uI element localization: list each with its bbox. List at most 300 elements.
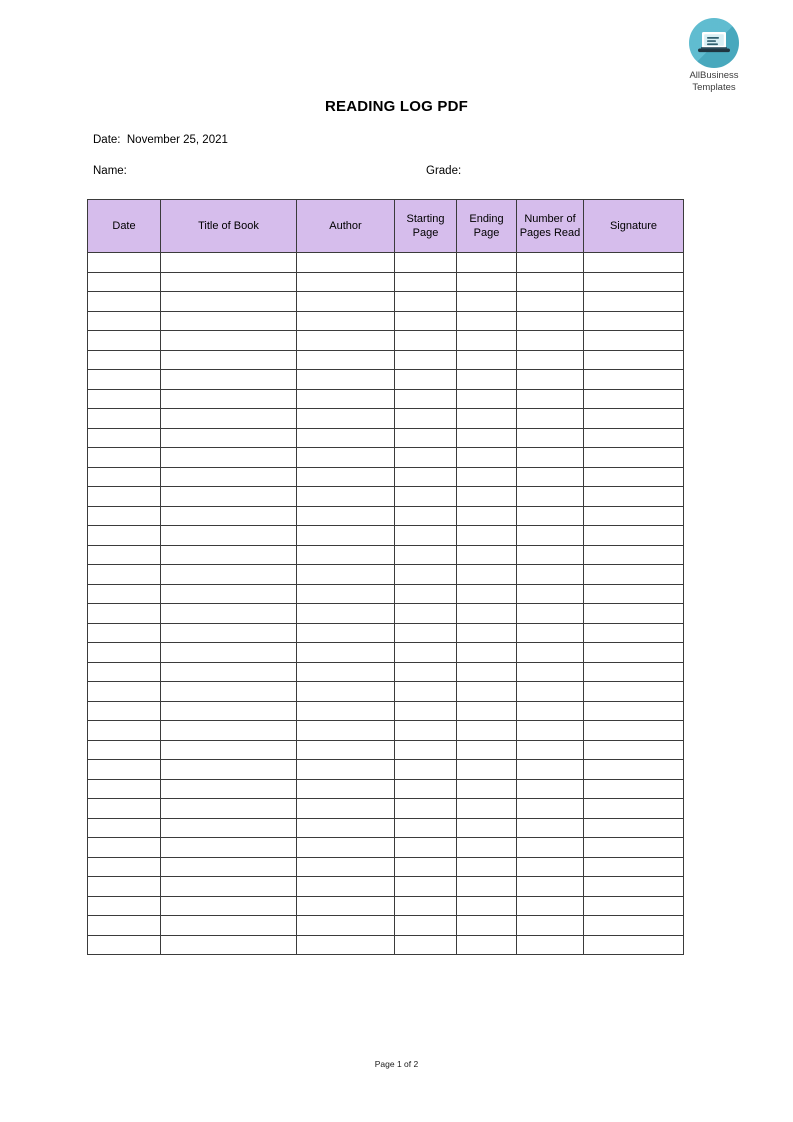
cell-date[interactable]: [88, 760, 161, 780]
table-body: [88, 253, 684, 955]
table-row: [88, 779, 684, 799]
logo-text-line2: Templates: [692, 81, 736, 93]
table-row: [88, 760, 684, 780]
table-row: [88, 857, 684, 877]
cell-title[interactable]: [161, 331, 297, 351]
cell-title[interactable]: [161, 779, 297, 799]
column-header-ending-page: Ending Page: [457, 200, 517, 253]
cell-date[interactable]: [88, 643, 161, 663]
cell-title[interactable]: [161, 428, 297, 448]
cell-author[interactable]: [297, 448, 395, 468]
cell-starting-page[interactable]: [395, 701, 457, 721]
cell-signature[interactable]: [584, 487, 684, 507]
cell-signature[interactable]: [584, 467, 684, 487]
cell-author[interactable]: [297, 526, 395, 546]
cell-ending-page[interactable]: [457, 370, 517, 390]
cell-date[interactable]: [88, 623, 161, 643]
cell-starting-page[interactable]: [395, 643, 457, 663]
logo-text-line1: AllBusiness: [689, 70, 739, 81]
cell-ending-page[interactable]: [457, 877, 517, 897]
cell-date[interactable]: [88, 604, 161, 624]
cell-title[interactable]: [161, 389, 297, 409]
cell-ending-page[interactable]: [457, 272, 517, 292]
table-row: [88, 389, 684, 409]
cell-author[interactable]: [297, 545, 395, 565]
cell-signature[interactable]: [584, 428, 684, 448]
cell-ending-page[interactable]: [457, 682, 517, 702]
cell-author[interactable]: [297, 584, 395, 604]
cell-title[interactable]: [161, 584, 297, 604]
cell-starting-page[interactable]: [395, 799, 457, 819]
cell-pages-read[interactable]: [517, 857, 584, 877]
table-row: [88, 409, 684, 429]
cell-ending-page[interactable]: [457, 350, 517, 370]
cell-pages-read[interactable]: [517, 701, 584, 721]
cell-author[interactable]: [297, 350, 395, 370]
cell-author[interactable]: [297, 721, 395, 741]
cell-pages-read[interactable]: [517, 292, 584, 312]
cell-ending-page[interactable]: [457, 331, 517, 351]
cell-title[interactable]: [161, 838, 297, 858]
table-row: [88, 623, 684, 643]
cell-author[interactable]: [297, 292, 395, 312]
cell-title[interactable]: [161, 935, 297, 955]
cell-title[interactable]: [161, 467, 297, 487]
cell-pages-read[interactable]: [517, 350, 584, 370]
cell-starting-page[interactable]: [395, 760, 457, 780]
cell-author[interactable]: [297, 877, 395, 897]
cell-starting-page[interactable]: [395, 331, 457, 351]
cell-pages-read[interactable]: [517, 838, 584, 858]
cell-ending-page[interactable]: [457, 838, 517, 858]
cell-date[interactable]: [88, 545, 161, 565]
cell-pages-read[interactable]: [517, 760, 584, 780]
cell-starting-page[interactable]: [395, 896, 457, 916]
table-row: [88, 740, 684, 760]
cell-date[interactable]: [88, 818, 161, 838]
cell-starting-page[interactable]: [395, 935, 457, 955]
cell-pages-read[interactable]: [517, 740, 584, 760]
cell-author[interactable]: [297, 253, 395, 273]
allbusiness-templates-logo: [672, 18, 756, 93]
grade-field: Grade:: [426, 165, 462, 177]
cell-date[interactable]: [88, 331, 161, 351]
cell-starting-page[interactable]: [395, 526, 457, 546]
cell-title[interactable]: [161, 350, 297, 370]
cell-date[interactable]: [88, 311, 161, 331]
cell-signature[interactable]: [584, 506, 684, 526]
cell-title[interactable]: [161, 311, 297, 331]
cell-pages-read[interactable]: [517, 253, 584, 273]
cell-date[interactable]: [88, 467, 161, 487]
cell-author[interactable]: [297, 370, 395, 390]
cell-date[interactable]: [88, 682, 161, 702]
cell-ending-page[interactable]: [457, 662, 517, 682]
cell-author[interactable]: [297, 857, 395, 877]
cell-pages-read[interactable]: [517, 916, 584, 936]
cell-author[interactable]: [297, 916, 395, 936]
cell-signature[interactable]: [584, 311, 684, 331]
table-row: [88, 545, 684, 565]
cell-title[interactable]: [161, 857, 297, 877]
table-row: [88, 350, 684, 370]
table-row: [88, 896, 684, 916]
table-row: [88, 916, 684, 936]
cell-date[interactable]: [88, 565, 161, 585]
cell-starting-page[interactable]: [395, 428, 457, 448]
cell-pages-read[interactable]: [517, 409, 584, 429]
name-field: Name:: [93, 165, 127, 177]
cell-signature[interactable]: [584, 721, 684, 741]
cell-signature[interactable]: [584, 565, 684, 585]
cell-ending-page[interactable]: [457, 389, 517, 409]
cell-ending-page[interactable]: [457, 721, 517, 741]
cell-ending-page[interactable]: [457, 526, 517, 546]
cell-date[interactable]: [88, 721, 161, 741]
table-row: [88, 818, 684, 838]
cell-starting-page[interactable]: [395, 292, 457, 312]
cell-signature[interactable]: [584, 526, 684, 546]
cell-ending-page[interactable]: [457, 292, 517, 312]
cell-author[interactable]: [297, 506, 395, 526]
cell-pages-read[interactable]: [517, 565, 584, 585]
cell-author[interactable]: [297, 682, 395, 702]
cell-signature[interactable]: [584, 701, 684, 721]
table-row: [88, 662, 684, 682]
cell-signature[interactable]: [584, 643, 684, 663]
cell-author[interactable]: [297, 311, 395, 331]
cell-ending-page[interactable]: [457, 779, 517, 799]
cell-date[interactable]: [88, 896, 161, 916]
cell-author[interactable]: [297, 818, 395, 838]
cell-date[interactable]: [88, 662, 161, 682]
cell-title[interactable]: [161, 370, 297, 390]
cell-signature[interactable]: [584, 818, 684, 838]
cell-pages-read[interactable]: [517, 311, 584, 331]
cell-pages-read[interactable]: [517, 545, 584, 565]
column-header-pages-read: Number of Pages Read: [517, 200, 584, 253]
cell-starting-page[interactable]: [395, 604, 457, 624]
table-row: [88, 331, 684, 351]
cell-signature[interactable]: [584, 292, 684, 312]
cell-signature[interactable]: [584, 253, 684, 273]
cell-signature[interactable]: [584, 448, 684, 468]
cell-date[interactable]: [88, 838, 161, 858]
cell-pages-read[interactable]: [517, 682, 584, 702]
cell-author[interactable]: [297, 487, 395, 507]
cell-date[interactable]: [88, 409, 161, 429]
cell-title[interactable]: [161, 448, 297, 468]
cell-date[interactable]: [88, 253, 161, 273]
cell-date[interactable]: [88, 935, 161, 955]
cell-ending-page[interactable]: [457, 857, 517, 877]
cell-pages-read[interactable]: [517, 467, 584, 487]
table-row: [88, 526, 684, 546]
cell-signature[interactable]: [584, 779, 684, 799]
table-row: [88, 448, 684, 468]
table-row: [88, 721, 684, 741]
cell-ending-page[interactable]: [457, 311, 517, 331]
table-row: [88, 253, 684, 273]
cell-title[interactable]: [161, 487, 297, 507]
cell-author[interactable]: [297, 409, 395, 429]
cell-signature[interactable]: [584, 272, 684, 292]
cell-pages-read[interactable]: [517, 604, 584, 624]
cell-starting-page[interactable]: [395, 311, 457, 331]
cell-title[interactable]: [161, 545, 297, 565]
cell-starting-page[interactable]: [395, 584, 457, 604]
table-row: [88, 565, 684, 585]
cell-starting-page[interactable]: [395, 272, 457, 292]
cell-signature[interactable]: [584, 916, 684, 936]
cell-ending-page[interactable]: [457, 428, 517, 448]
cell-title[interactable]: [161, 565, 297, 585]
cell-date[interactable]: [88, 916, 161, 936]
cell-pages-read[interactable]: [517, 389, 584, 409]
cell-starting-page[interactable]: [395, 838, 457, 858]
table-row: [88, 311, 684, 331]
cell-author[interactable]: [297, 272, 395, 292]
cell-ending-page[interactable]: [457, 253, 517, 273]
cell-starting-page[interactable]: [395, 662, 457, 682]
cell-starting-page[interactable]: [395, 779, 457, 799]
cell-pages-read[interactable]: [517, 896, 584, 916]
cell-starting-page[interactable]: [395, 565, 457, 585]
cell-author[interactable]: [297, 935, 395, 955]
cell-pages-read[interactable]: [517, 526, 584, 546]
cell-date[interactable]: [88, 350, 161, 370]
cell-starting-page[interactable]: [395, 818, 457, 838]
reading-log-table: [87, 199, 684, 955]
page-title: READING LOG PDF: [324, 98, 468, 115]
cell-title[interactable]: [161, 896, 297, 916]
cell-signature[interactable]: [584, 896, 684, 916]
cell-date[interactable]: [88, 292, 161, 312]
cell-pages-read[interactable]: [517, 818, 584, 838]
cell-author[interactable]: [297, 623, 395, 643]
cell-ending-page[interactable]: [457, 545, 517, 565]
cell-signature[interactable]: [584, 857, 684, 877]
cell-signature[interactable]: [584, 838, 684, 858]
column-header-title: Title of Book: [161, 200, 297, 253]
cell-pages-read[interactable]: [517, 721, 584, 741]
cell-pages-read[interactable]: [517, 643, 584, 663]
laptop-icon: [689, 18, 739, 68]
column-header-signature: Signature: [584, 200, 684, 253]
cell-pages-read[interactable]: [517, 428, 584, 448]
cell-date[interactable]: [88, 272, 161, 292]
cell-starting-page[interactable]: [395, 467, 457, 487]
cell-starting-page[interactable]: [395, 916, 457, 936]
table-row: [88, 935, 684, 955]
cell-pages-read[interactable]: [517, 584, 584, 604]
cell-starting-page[interactable]: [395, 350, 457, 370]
cell-signature[interactable]: [584, 409, 684, 429]
cell-author[interactable]: [297, 662, 395, 682]
cell-author[interactable]: [297, 389, 395, 409]
cell-date[interactable]: [88, 428, 161, 448]
cell-signature[interactable]: [584, 682, 684, 702]
cell-pages-read[interactable]: [517, 448, 584, 468]
cell-ending-page[interactable]: [457, 506, 517, 526]
cell-ending-page[interactable]: [457, 799, 517, 819]
cell-date[interactable]: [88, 877, 161, 897]
cell-starting-page[interactable]: [395, 857, 457, 877]
cell-starting-page[interactable]: [395, 877, 457, 897]
cell-title[interactable]: [161, 877, 297, 897]
cell-ending-page[interactable]: [457, 565, 517, 585]
cell-ending-page[interactable]: [457, 643, 517, 663]
cell-title[interactable]: [161, 682, 297, 702]
cell-author[interactable]: [297, 331, 395, 351]
cell-pages-read[interactable]: [517, 370, 584, 390]
cell-starting-page[interactable]: [395, 506, 457, 526]
cell-starting-page[interactable]: [395, 545, 457, 565]
cell-pages-read[interactable]: [517, 623, 584, 643]
cell-author[interactable]: [297, 896, 395, 916]
cell-signature[interactable]: [584, 740, 684, 760]
cell-starting-page[interactable]: [395, 682, 457, 702]
cell-ending-page[interactable]: [457, 409, 517, 429]
cell-ending-page[interactable]: [457, 760, 517, 780]
cell-title[interactable]: [161, 818, 297, 838]
table-header: [88, 200, 684, 253]
cell-signature[interactable]: [584, 662, 684, 682]
cell-ending-page[interactable]: [457, 701, 517, 721]
cell-starting-page[interactable]: [395, 623, 457, 643]
cell-author[interactable]: [297, 701, 395, 721]
cell-author[interactable]: [297, 643, 395, 663]
cell-title[interactable]: [161, 760, 297, 780]
cell-date[interactable]: [88, 857, 161, 877]
column-header-date: Date: [88, 200, 161, 253]
cell-signature[interactable]: [584, 799, 684, 819]
cell-title[interactable]: [161, 662, 297, 682]
cell-author[interactable]: [297, 779, 395, 799]
cell-signature[interactable]: [584, 389, 684, 409]
cell-ending-page[interactable]: [457, 487, 517, 507]
cell-author[interactable]: [297, 467, 395, 487]
cell-title[interactable]: [161, 272, 297, 292]
cell-date[interactable]: [88, 506, 161, 526]
cell-signature[interactable]: [584, 604, 684, 624]
cell-title[interactable]: [161, 916, 297, 936]
cell-pages-read[interactable]: [517, 331, 584, 351]
cell-date[interactable]: [88, 799, 161, 819]
cell-date[interactable]: [88, 779, 161, 799]
cell-starting-page[interactable]: [395, 389, 457, 409]
cell-title[interactable]: [161, 253, 297, 273]
cell-date[interactable]: [88, 584, 161, 604]
cell-pages-read[interactable]: [517, 506, 584, 526]
cell-ending-page[interactable]: [457, 916, 517, 936]
table-row: [88, 370, 684, 390]
cell-title[interactable]: [161, 526, 297, 546]
cell-signature[interactable]: [584, 877, 684, 897]
cell-ending-page[interactable]: [457, 740, 517, 760]
cell-author[interactable]: [297, 565, 395, 585]
cell-title[interactable]: [161, 740, 297, 760]
laptop-glyph: [697, 30, 731, 56]
cell-author[interactable]: [297, 799, 395, 819]
cell-pages-read[interactable]: [517, 779, 584, 799]
table-row: [88, 487, 684, 507]
cell-title[interactable]: [161, 623, 297, 643]
cell-starting-page[interactable]: [395, 409, 457, 429]
cell-author[interactable]: [297, 838, 395, 858]
cell-title[interactable]: [161, 643, 297, 663]
cell-author[interactable]: [297, 760, 395, 780]
cell-ending-page[interactable]: [457, 623, 517, 643]
cell-pages-read[interactable]: [517, 272, 584, 292]
cell-author[interactable]: [297, 428, 395, 448]
logo-text: [672, 70, 756, 93]
cell-title[interactable]: [161, 701, 297, 721]
cell-date[interactable]: [88, 487, 161, 507]
cell-date[interactable]: [88, 526, 161, 546]
cell-signature[interactable]: [584, 584, 684, 604]
column-header-author: Author: [297, 200, 395, 253]
cell-ending-page[interactable]: [457, 448, 517, 468]
cell-signature[interactable]: [584, 760, 684, 780]
cell-signature[interactable]: [584, 370, 684, 390]
cell-date[interactable]: [88, 389, 161, 409]
cell-date[interactable]: [88, 701, 161, 721]
cell-ending-page[interactable]: [457, 467, 517, 487]
cell-ending-page[interactable]: [457, 818, 517, 838]
cell-ending-page[interactable]: [457, 896, 517, 916]
cell-pages-read[interactable]: [517, 877, 584, 897]
cell-author[interactable]: [297, 740, 395, 760]
cell-starting-page[interactable]: [395, 740, 457, 760]
cell-pages-read[interactable]: [517, 662, 584, 682]
cell-date[interactable]: [88, 740, 161, 760]
cell-title[interactable]: [161, 604, 297, 624]
cell-ending-page[interactable]: [457, 584, 517, 604]
table-row: [88, 838, 684, 858]
cell-title[interactable]: [161, 799, 297, 819]
cell-ending-page[interactable]: [457, 604, 517, 624]
cell-title[interactable]: [161, 506, 297, 526]
cell-date[interactable]: [88, 448, 161, 468]
cell-signature[interactable]: [584, 935, 684, 955]
cell-signature[interactable]: [584, 350, 684, 370]
cell-signature[interactable]: [584, 331, 684, 351]
table-row: [88, 292, 684, 312]
table-header-row: [88, 200, 684, 253]
cell-signature[interactable]: [584, 545, 684, 565]
cell-title[interactable]: [161, 409, 297, 429]
cell-starting-page[interactable]: [395, 253, 457, 273]
table-row: [88, 799, 684, 819]
cell-author[interactable]: [297, 604, 395, 624]
cell-pages-read[interactable]: [517, 487, 584, 507]
cell-title[interactable]: [161, 292, 297, 312]
cell-starting-page[interactable]: [395, 721, 457, 741]
cell-starting-page[interactable]: [395, 487, 457, 507]
table-row: [88, 604, 684, 624]
cell-ending-page[interactable]: [457, 935, 517, 955]
cell-date[interactable]: [88, 370, 161, 390]
cell-pages-read[interactable]: [517, 935, 584, 955]
cell-signature[interactable]: [584, 623, 684, 643]
table-row: [88, 682, 684, 702]
cell-pages-read[interactable]: [517, 799, 584, 819]
cell-starting-page[interactable]: [395, 448, 457, 468]
cell-starting-page[interactable]: [395, 370, 457, 390]
cell-title[interactable]: [161, 721, 297, 741]
table-row: [88, 584, 684, 604]
